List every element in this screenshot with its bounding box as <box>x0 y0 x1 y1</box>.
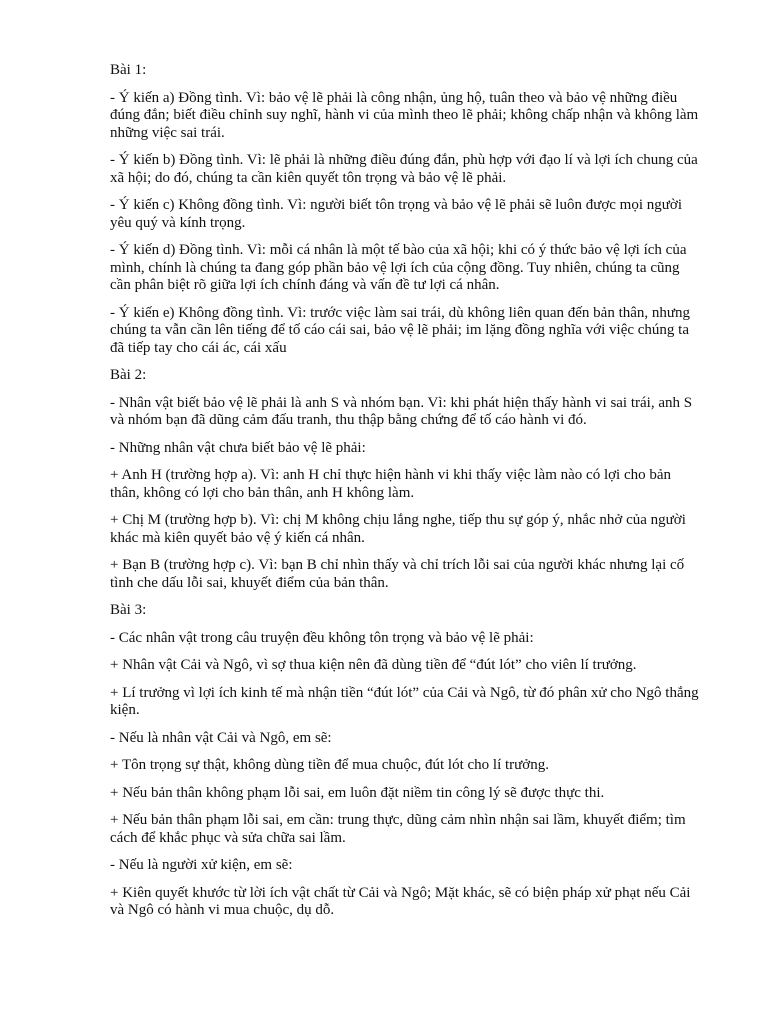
paragraph-chi-m: + Chị M (trường hợp b). Vì: chị M không chịu lắng nghe, tiếp thu sự góp ý, nhắc nhở của người khác mà kiên quyết bảo vệ ý kiến cá nhân. <box>110 512 686 546</box>
paragraph-cai-ngo: + Nhân vật Cải và Ngô, vì sợ thua kiện nên đã dùng tiền để “đút lót” cho viên lí trưởng. <box>110 657 637 673</box>
paragraph-chua-biet: - Những nhân vật chưa biết bảo vệ lẽ phải: <box>110 439 366 456</box>
paragraph-y-kien-a: - Ý kiến a) Đồng tình. Vì: bảo vệ lẽ phải là công nhận, ủng hộ, tuân theo và bảo vệ những điều đúng đắn; biết điều chỉnh suy nghĩ, hành vi của mình theo lẽ phải; không chấp nhận và không làm những việc sai trái. <box>110 89 699 141</box>
paragraph-y-kien-e: - Ý kiến e) Không đồng tình. Vì: trước việc làm sai trái, dù không liên quan đến bản thân, nhưng chúng ta vẫn cần lên tiếng để tố cáo cái sai, bảo vệ lẽ phải; im lặng đồng nghĩa với việc chúng ta đã tiếp tay cho cái ác, cái xấu <box>110 304 691 356</box>
paragraph-neu-la-cai-ngo: - Nếu là nhân vật Cải và Ngô, em sẽ: <box>110 729 332 746</box>
heading-bai-2: Bài 2: <box>110 367 147 383</box>
paragraph-anh-h: + Anh H (trường hợp a). Vì: anh H chỉ thực hiện hành vi khi thấy việc làm nào có lợi cho bản thân, không có lợi cho bản thân, anh H không làm. <box>110 467 672 501</box>
paragraph-cac-nhan-vat: - Các nhân vật trong câu truyện đều không tôn trọng và bảo vệ lẽ phải: <box>110 629 534 646</box>
document-body <box>110 62 700 930</box>
paragraph-khuoc-tu: + Kiên quyết khước từ lời ích vật chất từ Cải và Ngô; Mặt khác, sẽ có biện pháp xử phạt nếu Cải và Ngô có hành vi mua chuộc, dụ dỗ. <box>110 884 691 918</box>
paragraph-pham-loi: + Nếu bản thân phạm lỗi sai, em cần: trung thực, dũng cảm nhìn nhận sai lầm, khuyết điểm; tìm cách để khắc phục và sửa chữa sai lầm. <box>110 812 686 846</box>
paragraph-anh-s: - Nhân vật biết bảo vệ lẽ phải là anh S và nhóm bạn. Vì: khi phát hiện thấy hành vi sai trái, anh S và nhóm bạn đã dũng cảm đấu tranh, thu thập bằng chứng để tố cáo hành vi đó. <box>110 394 693 428</box>
paragraph-li-truong: + Lí trưởng vì lợi ích kinh tế mà nhận tiền “đút lót” của Cải và Ngô, từ đó phân xử cho Ngô thắng kiện. <box>110 684 699 718</box>
paragraph-y-kien-b: - Ý kiến b) Đồng tình. Vì: lẽ phải là những điều đúng đắn, phù hợp với đạo lí và lợi ích chung của xã hội; do đó, chúng ta cần kiên quyết tôn trọng và bảo vệ lẽ phải. <box>110 152 698 186</box>
paragraph-y-kien-d: - Ý kiến d) Đồng tình. Vì: mỗi cá nhân là một tế bào của xã hội; khi có ý thức bảo vệ lợi ích của mình, chính là chúng ta đang góp phần bảo vệ lợi ích của cộng đồng. Tuy nhiên, chúng ta cũng cần phân biệt rõ giữa lợi ích chính đáng và vấn đề tư lợi cá nhân. <box>110 242 687 293</box>
heading-bai-3: Bài 3: <box>110 602 147 618</box>
paragraph-nguoi-xu-kien: - Nếu là người xử kiện, em sẽ: <box>110 857 293 873</box>
paragraph-khong-pham-loi: + Nếu bản thân không phạm lỗi sai, em luôn đặt niềm tin công lý sẽ được thực thi. <box>110 784 605 801</box>
heading-bai-1: Bài 1: <box>110 62 147 78</box>
paragraph-y-kien-c: - Ý kiến c) Không đồng tình. Vì: người biết tôn trọng và bảo vệ lẽ phải sẽ luôn được mọi người yêu quý và kính trọng. <box>110 197 682 231</box>
paragraph-ton-trong-su-that: + Tôn trọng sự thật, không dùng tiền để mua chuộc, đút lót cho lí trưởng. <box>110 757 549 773</box>
paragraph-ban-b: + Bạn B (trường hợp c). Vì: bạn B chỉ nhìn thấy và chỉ trích lỗi sai của người khác nhưng lại cố tình che dấu lỗi sai, khuyết điểm của bản thân. <box>110 557 685 591</box>
